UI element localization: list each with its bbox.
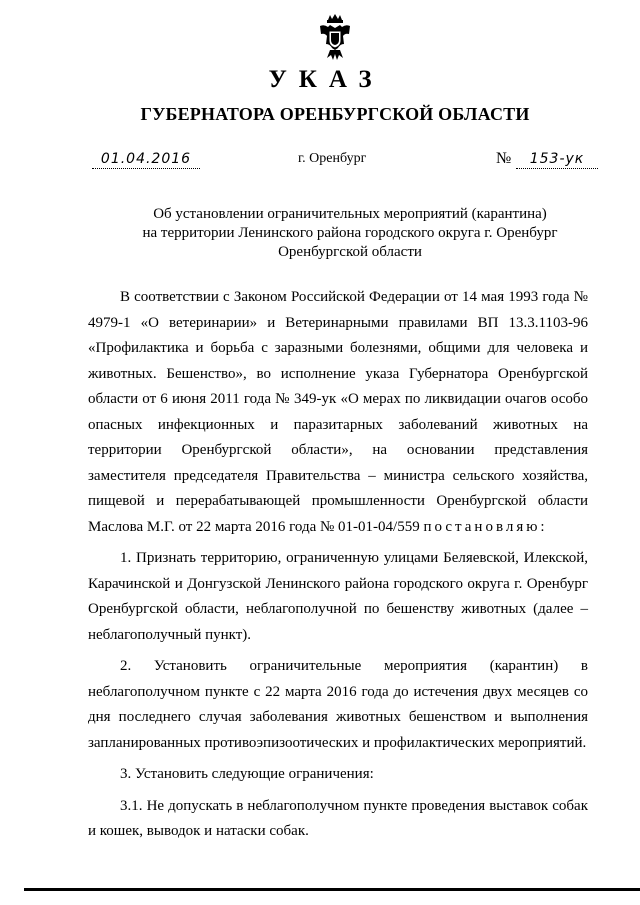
decree-subtitle: ГУБЕРНАТОРА ОРЕНБУРГСКОЙ ОБЛАСТИ	[140, 104, 530, 124]
heading-line: Оренбургской области	[278, 244, 422, 260]
coat-of-arms-icon	[318, 14, 352, 64]
item-paragraph: 2. Установить ограничительные мероприятия (карантин) в неблагополучном пункте с 22 марта 2016 года до истечения двух месяцев со дня последнего случая заболевания животных бешенством и выполнения запланированных противоэпизоотических и профилактических мероприятий.	[88, 658, 588, 751]
decree-title: УКАЗ	[268, 66, 384, 93]
preamble-paragraph	[88, 285, 588, 540]
decree-city: г. Оренбург	[298, 151, 367, 166]
heading-line: Об установлении ограничительных мероприятий (карантина)	[153, 206, 547, 222]
decree-body	[88, 285, 588, 845]
item-paragraph: 1. Признать территорию, ограниченную улицами Беляевской, Илекской, Карачинской и Донгузской Ленинского района городского округа г. Оренбург Оренбургской области, неблагополучной по бешенству животных (далее – неблагополучный пункт).	[88, 550, 588, 643]
item-paragraph: 3. Установить следующие ограничения:	[120, 766, 374, 782]
number-label: №	[496, 150, 512, 167]
decree-heading	[90, 205, 610, 262]
bottom-divider	[24, 888, 640, 891]
decree-date: 01.04.2016	[92, 151, 200, 169]
decree-word: постановляю:	[423, 518, 548, 535]
heading-line: на территории Ленинского района городского округа г. Оренбург	[142, 225, 558, 241]
preamble-text: В соответствии с Законом Российской Федерации от 14 мая 1993 года № 4979-1 «О ветеринарии» и Ветеринарными правилами ВП 13.3.1103-96 «Профилактика и борьба с заразными болезнями, общими для человека и животных. Бешенство», во исполнение указа Губернатора Оренбургской области от 6 июня 2011 года № 349-ук «О мерах по ликвидации очагов особо опасных инфекционных и паразитарных заболеваний животных на территории Оренбургской области», на основании представления заместителя председателя Правительства – министра сельского хозяйства, пищевой и перерабатывающей промышленности Оренбургской области Маслова М.Г. от 22 марта 2016 года № 01-01-04/559	[88, 289, 588, 535]
decree-number: 153-ук	[516, 151, 598, 169]
item-paragraph: 3.1. Не допускать в неблагополучном пункте проведения выставок собак и кошек, выводок и натаски собак.	[88, 797, 588, 839]
